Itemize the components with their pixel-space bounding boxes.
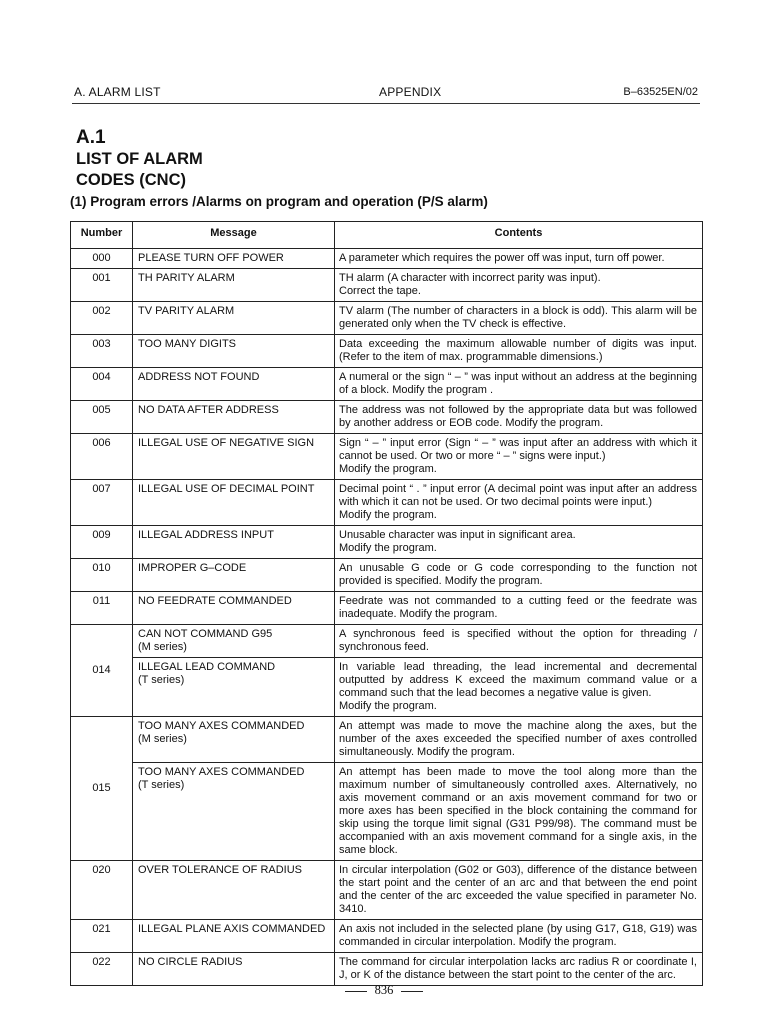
alarm-contents	[335, 480, 703, 526]
cell-text-line: Modify the program.	[339, 463, 437, 475]
table-row	[71, 763, 703, 861]
footer-dash	[345, 991, 367, 992]
cell-text-line: The address was not followed by the appropriate data but was followed by another address or EOB code. Modify the program.	[339, 404, 697, 429]
cell-text-line: Correct the tape.	[339, 285, 421, 297]
alarm-contents	[335, 920, 703, 953]
page-number: 836	[374, 983, 394, 997]
header-doc-number: B–63525EN/02	[623, 86, 698, 98]
cell-text-line: Modify the program.	[339, 509, 437, 521]
cell-text-line: TV alarm (The number of characters in a block is odd). This alarm will be generated only when the TV check is effective.	[339, 305, 697, 330]
cell-text-line: ILLEGAL USE OF DECIMAL POINT	[138, 483, 315, 495]
alarm-message	[133, 249, 335, 269]
alarm-contents	[335, 625, 703, 658]
alarm-number: 010	[71, 559, 133, 592]
table-row	[71, 480, 703, 526]
alarm-number: 009	[71, 526, 133, 559]
alarm-contents	[335, 763, 703, 861]
alarm-number: 021	[71, 920, 133, 953]
alarm-number: 006	[71, 434, 133, 480]
alarm-contents	[335, 335, 703, 368]
alarm-number: 005	[71, 401, 133, 434]
alarm-contents	[335, 592, 703, 625]
table-row	[71, 434, 703, 480]
cell-text-line: Sign “ – ” input error (Sign “ – ” was input after an address with which it cannot be used. Or two or more “ – ” signs were input.)	[339, 437, 697, 462]
table-row	[71, 368, 703, 401]
column-header-contents: Contents	[335, 222, 703, 249]
table-row	[71, 526, 703, 559]
cell-text-line: TOO MANY AXES COMMANDED	[138, 766, 305, 778]
alarm-number: 015	[71, 717, 133, 861]
column-header-message: Message	[133, 222, 335, 249]
alarm-number: 000	[71, 249, 133, 269]
table-subtitle: (1) Program errors /Alarms on program and operation (P/S alarm)	[70, 194, 488, 209]
alarm-message	[133, 763, 335, 861]
cell-text-line: An unusable G code or G code corresponding to the function not provided is specified. Modify the program.	[339, 562, 697, 587]
cell-text-line: (T series)	[138, 674, 185, 686]
table-row	[71, 302, 703, 335]
alarm-number: 003	[71, 335, 133, 368]
alarm-message	[133, 920, 335, 953]
alarm-message	[133, 434, 335, 480]
alarm-contents	[335, 953, 703, 986]
alarm-contents	[335, 434, 703, 480]
alarm-number: 002	[71, 302, 133, 335]
alarm-contents	[335, 302, 703, 335]
table-row	[71, 559, 703, 592]
alarm-number: 004	[71, 368, 133, 401]
cell-text-line: NO CIRCLE RADIUS	[138, 956, 243, 968]
cell-text-line: A parameter which requires the power off was input, turn off power.	[339, 252, 665, 264]
alarm-contents	[335, 559, 703, 592]
table-row	[71, 717, 703, 763]
cell-text-line: (M series)	[138, 733, 187, 745]
cell-text-line: Unusable character was input in significant area.	[339, 529, 576, 541]
cell-text-line: TOO MANY DIGITS	[138, 338, 236, 350]
cell-text-line: A synchronous feed is specified without the option for threading / synchronous feed.	[339, 628, 697, 653]
table-row	[71, 401, 703, 434]
header-rule	[72, 103, 700, 104]
alarm-message	[133, 368, 335, 401]
cell-text-line: The command for circular interpolation lacks arc radius R or coordinate I, J, or K of the distance between the start point to the center of the arc.	[339, 956, 697, 981]
alarm-number: 014	[71, 625, 133, 717]
cell-text-line: In circular interpolation (G02 or G03), difference of the distance between the start point and the center of an arc and that between the end point and the center of the arc exceeded the value specified in parameter No. 3410.	[339, 864, 697, 915]
alarm-contents	[335, 861, 703, 920]
cell-text-line: TH PARITY ALARM	[138, 272, 235, 284]
cell-text-line: An attempt was made to move the machine along the axes, but the number of the axes exceeded the specified number of axes controlled simultaneously. Modify the program.	[339, 720, 697, 758]
alarm-contents	[335, 249, 703, 269]
header-chapter: A. ALARM LIST	[74, 85, 161, 99]
cell-text-line: ADDRESS NOT FOUND	[138, 371, 260, 383]
cell-text-line: NO FEEDRATE COMMANDED	[138, 595, 292, 607]
cell-text-line: TV PARITY ALARM	[138, 305, 235, 317]
section-title-line: CODES (CNC)	[76, 171, 186, 189]
cell-text-line: TH alarm (A character with incorrect parity was input).	[339, 272, 601, 284]
alarm-number: 007	[71, 480, 133, 526]
alarm-message	[133, 526, 335, 559]
alarm-message	[133, 658, 335, 717]
alarm-table	[70, 221, 703, 986]
alarm-contents	[335, 368, 703, 401]
header-appendix: APPENDIX	[379, 85, 442, 99]
running-header	[72, 85, 700, 101]
alarm-number: 022	[71, 953, 133, 986]
table-row	[71, 592, 703, 625]
cell-text-line: Feedrate was not commanded to a cutting feed or the feedrate was inadequate. Modify the program.	[339, 595, 697, 620]
alarm-message	[133, 625, 335, 658]
table-row	[71, 269, 703, 302]
table-row	[71, 335, 703, 368]
cell-text-line: PLEASE TURN OFF POWER	[138, 252, 284, 264]
alarm-number: 001	[71, 269, 133, 302]
alarm-contents	[335, 658, 703, 717]
alarm-number: 020	[71, 861, 133, 920]
cell-text-line: (T series)	[138, 779, 185, 791]
alarm-contents	[335, 401, 703, 434]
cell-text-line: A numeral or the sign “ – ” was input without an address at the beginning of a block. Modify the program .	[339, 371, 697, 396]
alarm-message	[133, 861, 335, 920]
cell-text-line: (M series)	[138, 641, 187, 653]
alarm-message	[133, 269, 335, 302]
cell-text-line: ILLEGAL PLANE AXIS COMMANDED	[138, 923, 326, 935]
cell-text-line: ILLEGAL USE OF NEGATIVE SIGN	[138, 437, 315, 449]
table-row	[71, 625, 703, 658]
cell-text-line: OVER TOLERANCE OF RADIUS	[138, 864, 303, 876]
alarm-message	[133, 302, 335, 335]
alarm-message	[133, 335, 335, 368]
alarm-contents	[335, 526, 703, 559]
cell-text-line: In variable lead threading, the lead incremental and decremental outputted by address K exceed the maximum command value or a command such that the lead becomes a negative value is given.	[339, 661, 697, 699]
alarm-message	[133, 559, 335, 592]
section-number: A.1	[76, 127, 106, 148]
alarm-message	[133, 401, 335, 434]
alarm-message	[133, 953, 335, 986]
cell-text-line: TOO MANY AXES COMMANDED	[138, 720, 305, 732]
cell-text-line: Data exceeding the maximum allowable number of digits was input. (Refer to the item of max. programmable dimensions.)	[339, 338, 697, 363]
cell-text-line: ILLEGAL LEAD COMMAND	[138, 661, 276, 673]
alarm-message	[133, 592, 335, 625]
table-row	[71, 249, 703, 269]
alarm-number: 011	[71, 592, 133, 625]
cell-text-line: An attempt has been made to move the tool along more than the maximum number of simultaneously controlled axes. Alternatively, no axis movement command or an axis movement command for two or more axes has been specified in the block containing the command for skip using the torque limit signal (G31 P99/98). The command must be accompanied with an axis movement command for a single axis, in the same block.	[339, 766, 697, 856]
footer-dash	[401, 991, 423, 992]
page-footer	[0, 983, 768, 998]
alarm-contents	[335, 269, 703, 302]
table-row	[71, 920, 703, 953]
table-row	[71, 658, 703, 717]
section-title	[76, 149, 203, 191]
table-row	[71, 861, 703, 920]
table-row	[71, 953, 703, 986]
alarm-message	[133, 717, 335, 763]
cell-text-line: Decimal point “ . ” input error (A decimal point was input after an address with which it can not be used. Or two decimal points were input.)	[339, 483, 697, 508]
table-header-row	[71, 222, 703, 249]
cell-text-line: Modify the program.	[339, 700, 437, 712]
cell-text-line: ILLEGAL ADDRESS INPUT	[138, 529, 274, 541]
alarm-message	[133, 480, 335, 526]
section-title-line: LIST OF ALARM	[76, 150, 203, 168]
cell-text-line: NO DATA AFTER ADDRESS	[138, 404, 279, 416]
cell-text-line: IMPROPER G–CODE	[138, 562, 247, 574]
cell-text-line: Modify the program.	[339, 542, 437, 554]
cell-text-line: An axis not included in the selected plane (by using G17, G18, G19) was commanded in circular interpolation. Modify the program.	[339, 923, 697, 948]
cell-text-line: CAN NOT COMMAND G95	[138, 628, 273, 640]
alarm-contents	[335, 717, 703, 763]
column-header-number: Number	[71, 222, 133, 249]
